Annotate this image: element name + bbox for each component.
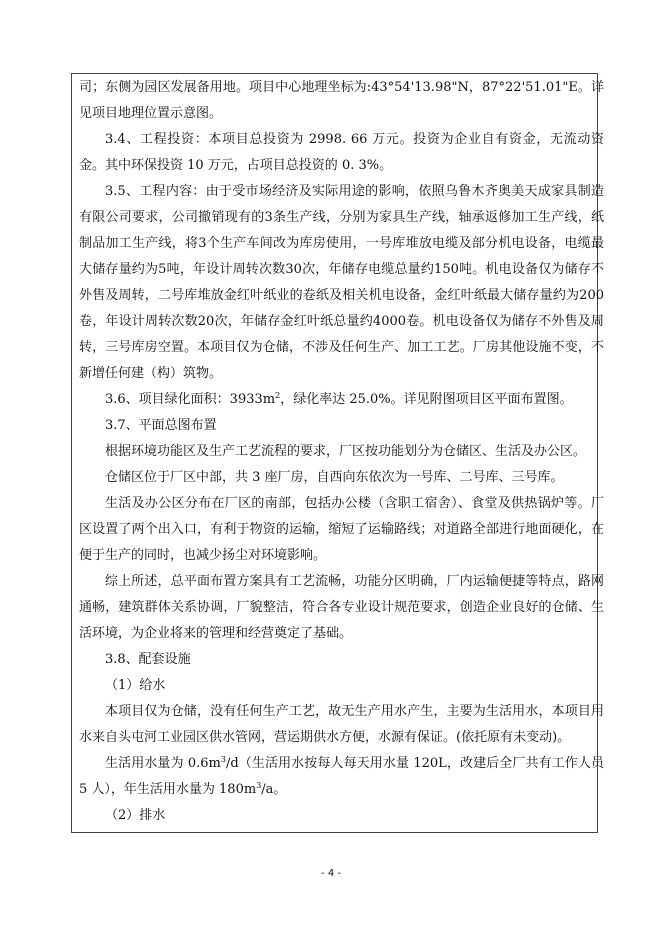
heading-water-supply: （1）给水: [105, 678, 166, 693]
greening-text-a: 3.6、项目绿化面积：3933m: [105, 392, 276, 407]
paragraph-water-consumption: [79, 751, 604, 803]
heading-drainage: （2）排水: [105, 808, 166, 823]
water-superscript-1: 3: [220, 755, 226, 764]
heading-supporting-facilities: 3.8、配套设施: [105, 652, 191, 667]
water-text-a: 生活用水量为 0.6m: [105, 756, 221, 771]
paragraph-storage-area: 仓储区位于厂区中部，共 3 座厂房，自西向东依次为一号库、二号库、三号库。: [105, 470, 564, 485]
paragraph-project-content: 3.5、工程内容：由于受市场经济及实际用途的影响，依照乌鲁木齐奥美天成家具制造有限公司要求，公司撤销现有的3条生产线，分别为家具生产线，轴承返修加工生产线，纸制品加工生产线，将3个生产车间改为库房使用，一号库堆放电缆及部分机电设备，电缆最大储存量约为5吨，年设计周转次数30次，年储存电缆总量约150吨。机电设备仅为储存不外售及周转，二号库堆放金红叶纸业的卷纸及相关机电设备，金红叶纸最大储存量约为200卷，年设计周转次数20次，年储存金红叶纸总量约4000卷。机电设备仅为储存不外售及周转，三号库房空置。本项目仅为仓储，不涉及任何生产、加工工艺。厂房其他设施不变，不新增任何建（构）筑物。: [79, 184, 604, 381]
paragraph-location-coordinates: 司；东侧为园区发展备用地。项目中心地理坐标为:43°54'13.98"N，87°22'51.01"E。详见项目地理位置示意图。: [79, 80, 604, 121]
water-superscript-2: 3: [256, 781, 262, 790]
paragraph-water-supply: 本项目仅为仓储，没有任何生产工艺，故无生产用水产生，主要为生活用水，本项目用水来自头屯河工业园区供水管网，营运期供水方便，水源有保证。(依托原有未变动)。: [79, 704, 604, 745]
water-text-c: /a。: [261, 782, 287, 797]
water-text-b: /d（生活用水按每人每天用水量 120L，改建后全厂共有工作人员 5 人），年生活用水量为 180m: [79, 756, 605, 797]
paragraph-summary: 综上所述，总平面布置方案具有工艺流畅，功能分区明确，厂内运输便捷等特点，路网通畅，建筑群体关系协调，厂貌整洁，符合各专业设计规范要求，创造企业良好的仓储、生活环境，为企业将来的管理和经营奠定了基础。: [79, 574, 604, 641]
page-number: - 4 -: [321, 868, 341, 879]
paragraph-greening-area: [79, 387, 604, 413]
paragraph-living-office-area: 生活及办公区分布在厂区的南部，包括办公楼（含职工宿舍）、食堂及供热锅炉等。厂区设置了两个出入口，有利于物资的运输，缩短了运输路线；对道路全部进行地面硬化，在便于生产的同时，也减少扬尘对环境影响。: [79, 496, 604, 563]
greening-text-b: ，绿化率达 25.0%。详见附图项目区平面布置图。: [280, 392, 573, 407]
paragraph-investment: 3.4、工程投资：本项目总投资为 2998. 66 万元。投资为企业自有资金，无流动资金。其中环保投资 10 万元，占项目总投资的 0. 3%。: [79, 132, 604, 173]
greening-superscript: 2: [275, 391, 281, 400]
paragraph-functional-zones: 根据环境功能区及生产工艺流程的要求，厂区按功能划分为仓储区、生活及办公区。: [105, 444, 587, 459]
heading-layout: 3.7、平面总图布置: [105, 418, 217, 433]
